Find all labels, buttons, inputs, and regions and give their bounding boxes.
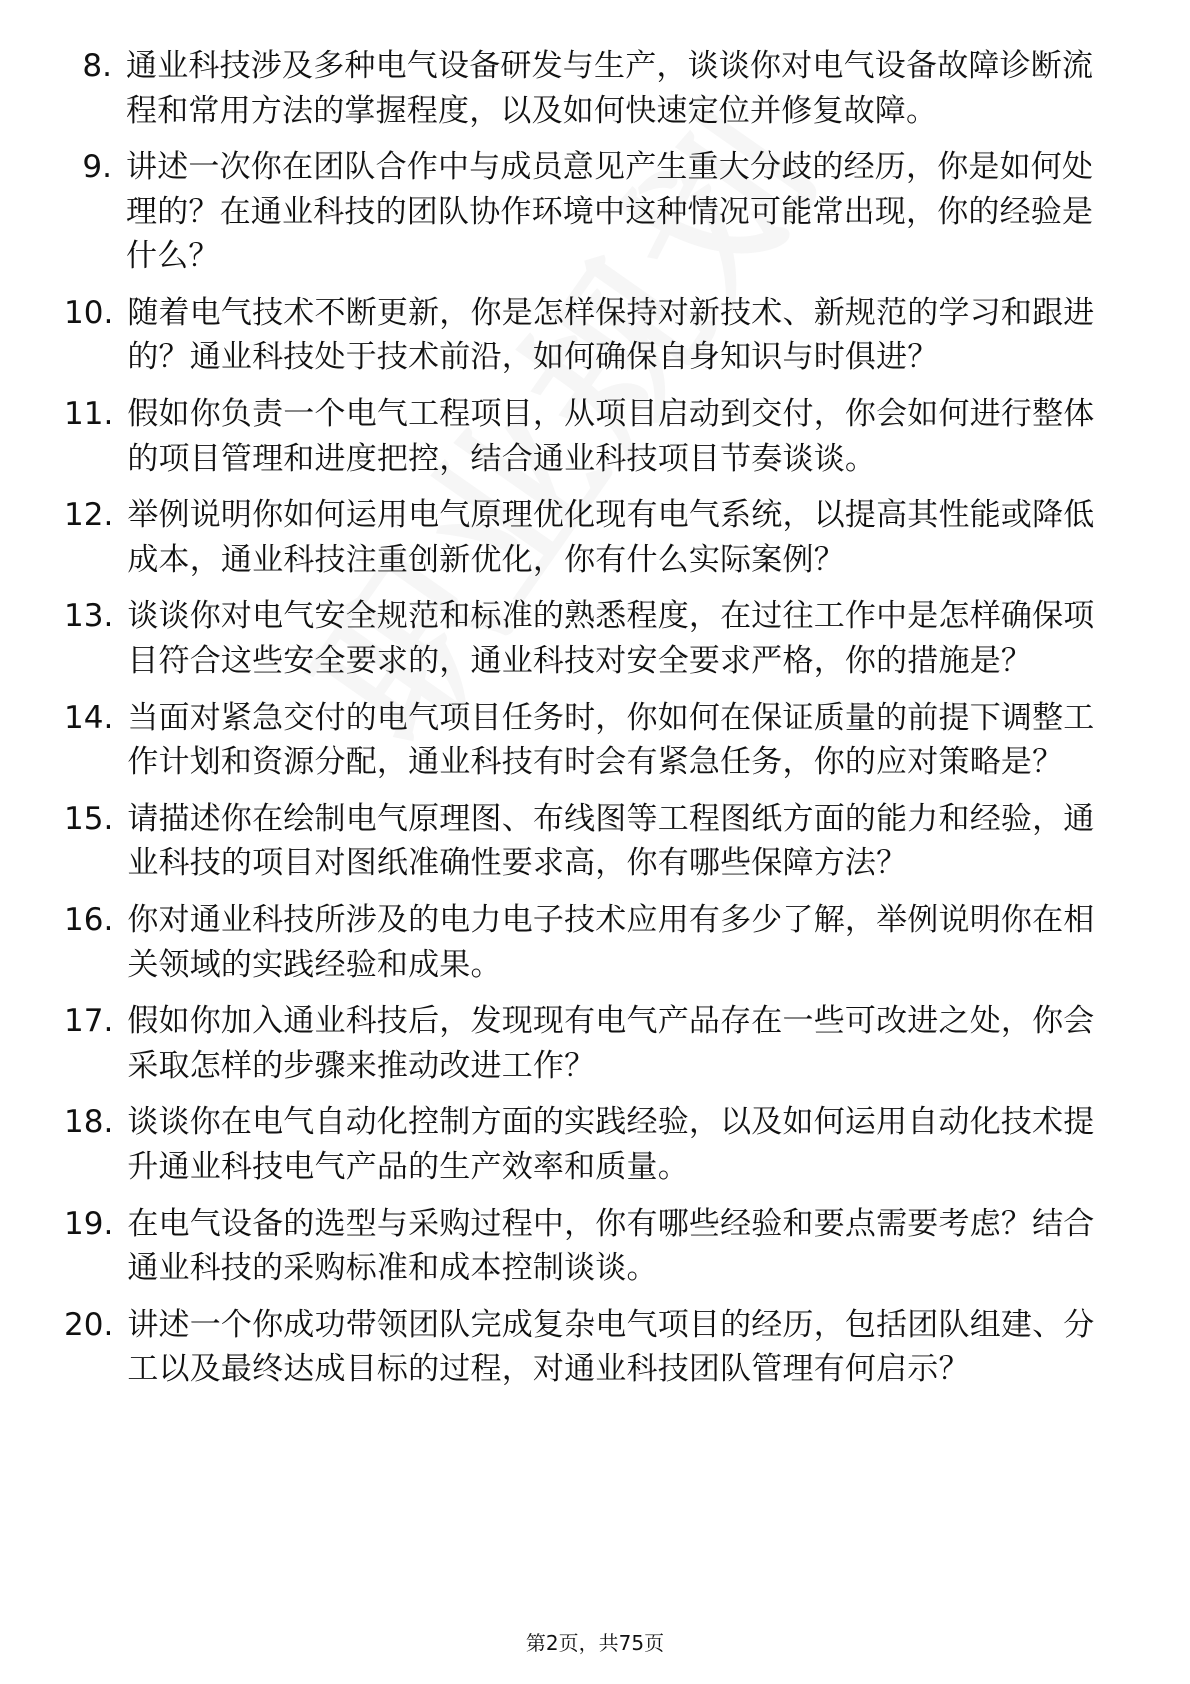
question-item	[64, 145, 1124, 279]
question-number: 11.	[64, 396, 114, 433]
question-text: 当面对紧急交付的电气项目任务时，你如何在保证质量的前提下调整工作计划和资源分配，通业科技有时会有紧急任务，你的应对策略是？	[127, 699, 1095, 781]
question-text: 举例说明你如何运用电气原理优化现有电气系统，以提高其性能或降低成本，通业科技注重创新优化，你有什么实际案例？	[127, 497, 1095, 578]
question-text: 假如你负责一个电气工程项目，从项目启动到交付，你会如何进行整体的项目管理和进度把控，结合通业科技项目节奏谈谈。	[127, 396, 1095, 477]
page-footer: 第2页，共75页	[525, 1631, 665, 1655]
question-number: 12.	[64, 497, 114, 534]
question-number: 16.	[64, 902, 114, 938]
question-item	[64, 999, 1124, 1088]
question-text: 通业科技涉及多种电气设备研发与生产，谈谈你对电气设备故障诊断流程和常用方法的掌握程度，以及如何快速定位并修复故障。	[126, 48, 1094, 129]
question-text: 谈谈你在电气自动化控制方面的实践经验，以及如何运用自动化技术提升通业科技电气产品的生产效率和质量。	[127, 1104, 1095, 1185]
question-text: 在电气设备的选型与采购过程中，你有哪些经验和要点需要考虑？结合通业科技的采购标准和成本控制谈谈。	[127, 1205, 1095, 1287]
question-item	[64, 1303, 1124, 1392]
question-item	[64, 493, 1124, 582]
question-item	[64, 797, 1124, 886]
question-item	[64, 291, 1124, 380]
question-item	[64, 392, 1124, 481]
question-number: 18.	[64, 1104, 114, 1141]
question-item	[64, 1202, 1124, 1291]
question-text: 假如你加入通业科技后，发现现有电气产品存在一些可改进之处，你会采取怎样的步骤来推动改进工作？	[127, 1003, 1095, 1084]
question-number: 8.	[82, 48, 112, 84]
question-text: 请描述你在绘制电气原理图、布线图等工程图纸方面的能力和经验，通业科技的项目对图纸准确性要求高，你有哪些保障方法？	[127, 800, 1095, 882]
question-text: 讲述一次你在团队合作中与成员意见产生重大分歧的经历，你是如何处理的？在通业科技的团队协作环境中这种情况可能常出现，你的经验是什么？	[126, 149, 1094, 275]
question-number: 20.	[64, 1306, 114, 1343]
question-number: 14.	[64, 699, 114, 736]
question-text: 谈谈你对电气安全规范和标准的熟悉程度，在过往工作中是怎样确保项目符合这些安全要求的，通业科技对安全要求严格，你的措施是？	[127, 598, 1095, 679]
question-text: 讲述一个你成功带领团队完成复杂电气项目的经历，包括团队组建、分工以及最终达成目标的过程，对通业科技团队管理有何启示？	[127, 1306, 1095, 1388]
question-item	[64, 594, 1124, 683]
question-number: 15.	[64, 800, 114, 837]
question-item	[64, 1100, 1124, 1189]
question-list	[64, 44, 1124, 1404]
question-number: 13.	[64, 598, 114, 635]
question-item	[64, 696, 1124, 785]
question-number: 17.	[64, 1003, 114, 1040]
question-item	[64, 44, 1124, 133]
question-number: 19.	[64, 1205, 114, 1242]
question-text: 随着电气技术不断更新，你是怎样保持对新技术、新规范的学习和跟进的？通业科技处于技术前沿，如何确保自身知识与时俱进？	[127, 294, 1095, 376]
question-number: 10.	[64, 294, 114, 331]
question-item	[64, 898, 1124, 987]
question-text: 你对通业科技所涉及的电力电子技术应用有多少了解，举例说明你在相关领域的实践经验和成果。	[127, 902, 1095, 983]
question-number: 9.	[82, 149, 112, 186]
